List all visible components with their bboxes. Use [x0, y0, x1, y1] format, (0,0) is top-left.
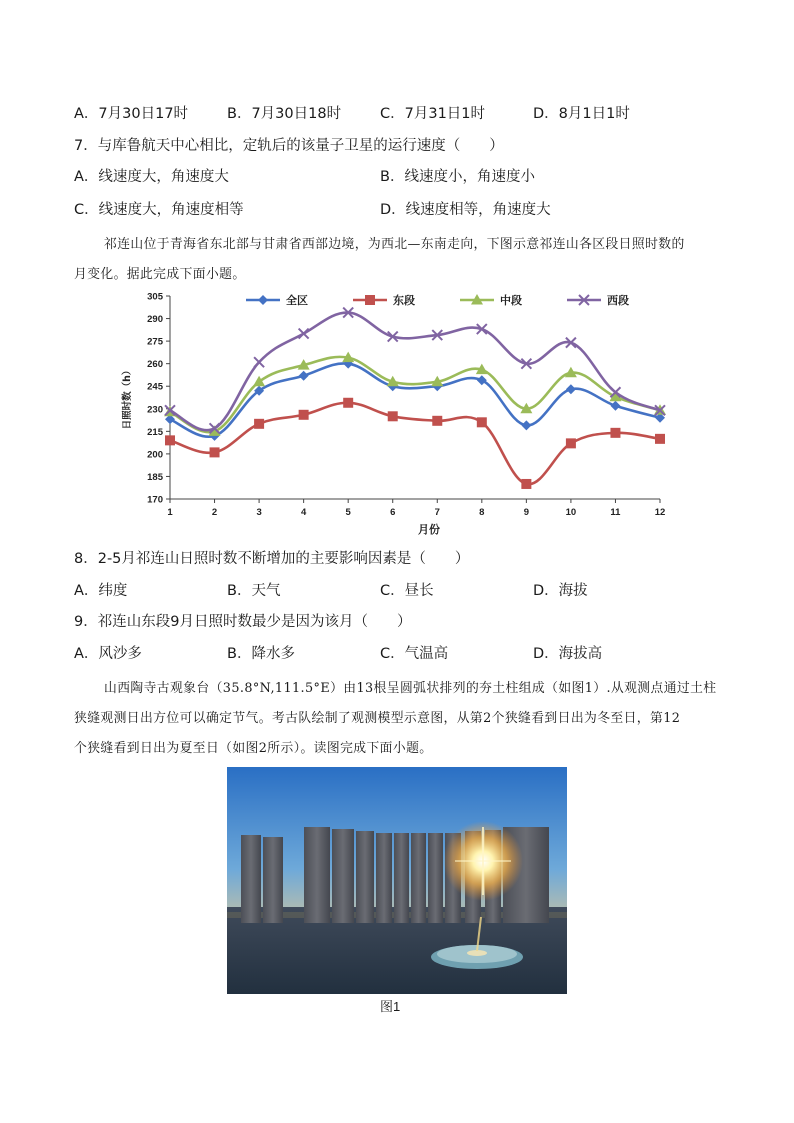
q6-option-c: C．7月31日1时 — [380, 106, 486, 122]
x-tick-label: 11 — [610, 507, 621, 518]
sunshine-hours-chart — [118, 284, 674, 538]
x-tick-label: 7 — [434, 507, 440, 518]
q8-option-c: C．昼长 — [380, 583, 434, 599]
q6-option-a: A．7月30日17时 — [74, 106, 189, 122]
y-tick-label: 260 — [147, 359, 163, 371]
intro1-line1: 祁连山位于青海省东北部与甘肃省西部边境，为西北—东南走向，下图示意祁连山各区段日照时数的 — [104, 237, 685, 252]
q7-option-c: C．线速度大，角速度相等 — [74, 202, 244, 218]
y-tick-label: 215 — [147, 426, 163, 438]
data-point — [521, 420, 531, 430]
q9-option-d: D．海拔高 — [533, 646, 603, 662]
legend-label: 中段 — [500, 294, 522, 307]
legend-marker — [365, 295, 375, 305]
y-tick-label: 290 — [147, 314, 163, 326]
data-point — [165, 435, 175, 445]
y-tick-label: 245 — [147, 381, 163, 393]
q8-option-a: A．纬度 — [74, 583, 128, 599]
x-tick-label: 8 — [479, 507, 485, 518]
intro2-line1: 山西陶寺古观象台（35.8°N,111.5°E）由13根呈圆弧状排列的夯土柱组成（如图1）.从观测点通过土柱 — [104, 681, 717, 696]
data-point — [254, 419, 264, 429]
data-point — [610, 401, 620, 411]
y-tick-label: 305 — [147, 291, 163, 303]
x-tick-label: 5 — [345, 507, 351, 518]
y-tick-label: 185 — [147, 471, 163, 483]
intro1-line2: 月变化。据此完成下面小题。 — [74, 267, 246, 282]
q6-option-d: D．8月1日1时 — [533, 106, 630, 122]
y-tick-label: 200 — [147, 449, 163, 461]
q7-stem: 7．与库鲁航天中心相比，定轨后的该量子卫星的运行速度（ ） — [74, 138, 504, 154]
q8-option-d: D．海拔 — [533, 583, 588, 599]
legend-marker — [258, 295, 268, 305]
data-point — [566, 384, 576, 394]
series-line-4 — [170, 313, 660, 431]
x-tick-label: 6 — [390, 507, 396, 518]
q7-option-a: A．线速度大，角速度大 — [74, 169, 229, 185]
y-tick-label: 275 — [147, 336, 163, 348]
q8-stem: 8．2-5月祁连山日照时数不断增加的主要影响因素是（ ） — [74, 551, 470, 567]
data-point — [521, 479, 531, 489]
x-axis-label: 月份 — [418, 523, 440, 536]
q9-stem: 9．祁连山东段9月日照时数最少是因为该月（ ） — [74, 614, 412, 630]
data-point — [299, 410, 309, 420]
data-point — [610, 428, 620, 438]
x-tick-label: 9 — [523, 507, 530, 518]
data-point — [254, 357, 264, 367]
data-point — [432, 416, 442, 426]
data-point — [655, 434, 665, 444]
x-tick-label: 1 — [167, 507, 173, 518]
observatory-photo — [227, 767, 567, 994]
series-line-3 — [170, 357, 660, 432]
x-tick-label: 12 — [654, 507, 666, 518]
data-point — [299, 371, 309, 381]
data-point — [566, 438, 576, 448]
q7-option-b: B．线速度小，角速度小 — [380, 169, 535, 185]
x-tick-label: 2 — [211, 507, 218, 518]
data-point — [299, 329, 309, 339]
x-tick-label: 4 — [300, 507, 307, 518]
data-point — [388, 411, 398, 421]
intro2-line3: 个狭缝看到日出为夏至日（如图2所示）。读图完成下面小题。 — [74, 741, 433, 756]
chart-svg — [118, 284, 674, 538]
q9-option-a: A．风沙多 — [74, 646, 142, 662]
series-line-2 — [170, 403, 660, 484]
data-point — [477, 417, 487, 427]
q6-option-b: B．7月30日18时 — [227, 106, 342, 122]
legend-label: 全区 — [286, 294, 308, 307]
data-point — [210, 447, 220, 457]
legend-label: 东段 — [393, 294, 415, 307]
y-axis-label: 日照时数（h） — [122, 365, 133, 430]
x-tick-label: 3 — [256, 507, 262, 518]
q9-option-b: B．降水多 — [227, 646, 295, 662]
x-tick-label: 10 — [565, 507, 577, 518]
legend-label: 西段 — [607, 294, 629, 307]
q9-option-c: C．气温高 — [380, 646, 449, 662]
intro2-line2: 狭缝观测日出方位可以确定节气。考古队绘制了观测模型示意图，从第2个狭缝看到日出为冬至日，第12 — [74, 711, 681, 726]
q7-option-d: D．线速度相等，角速度大 — [380, 202, 551, 218]
y-tick-label: 230 — [147, 404, 163, 416]
data-point — [343, 398, 353, 408]
q8-option-b: B．天气 — [227, 583, 281, 599]
figure1-caption: 图1 — [380, 999, 401, 1014]
y-tick-label: 170 — [147, 494, 163, 506]
